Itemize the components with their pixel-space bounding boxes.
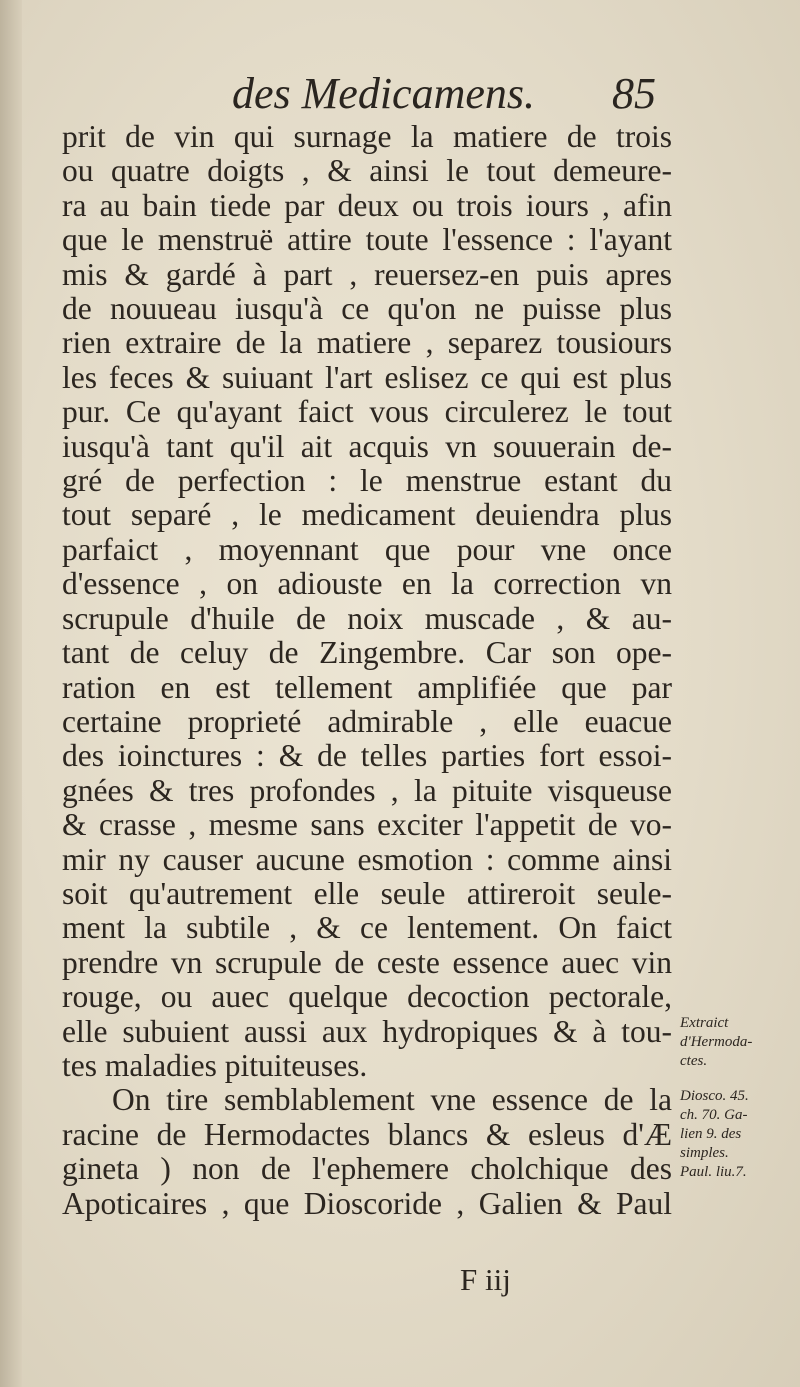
text-line: scrupule d'huile de noix muscade , & au- — [62, 600, 672, 636]
margin-note-line: lien 9. des — [680, 1126, 742, 1142]
running-title: des Medicamens. — [232, 69, 536, 118]
text-line: les feces & suiuant l'art eslisez ce qui est plus — [62, 359, 672, 395]
text-line: des ioinctures : & de telles parties fort essoi- — [62, 738, 672, 774]
text-line: de nouueau iusqu'à ce qu'on ne puisse plus — [62, 291, 672, 327]
margin-note-line: ch. 70. Ga- — [680, 1107, 748, 1123]
text-line: tes maladies pituiteuses. — [62, 1047, 368, 1083]
text-line: prit de vin qui surnage la matiere de trois — [62, 119, 672, 154]
margin-notes — [680, 1014, 790, 1198]
margin-note-references — [680, 1087, 790, 1182]
text-line: tout separé , le medicament deuiendra plus — [62, 497, 672, 533]
text-line: rouge, ou auec quelque decoction pectorale, — [62, 979, 672, 1015]
text-line: que le menstruë attire toute l'essence : l'ayant — [62, 222, 672, 258]
text-line: ou quatre doigts , & ainsi le tout demeure- — [62, 153, 672, 189]
text-line: gré de perfection : le menstrue estant du — [62, 463, 672, 499]
text-line: ration en est tellement amplifiée que par — [62, 669, 672, 705]
page-header — [0, 68, 800, 118]
page-gutter-shadow — [0, 0, 22, 1387]
margin-note-line: Extraict — [680, 1015, 729, 1031]
margin-note-line: simples. — [680, 1145, 729, 1161]
text-line: iusqu'à tant qu'il ait acquis vn souuerain de- — [62, 428, 672, 464]
text-line: parfaict , moyennant que pour vne once — [62, 531, 672, 567]
text-line: gnées & tres profondes , la pituite visqueuse — [62, 772, 672, 808]
text-line: elle subuient aussi aux hydropiques & à tou- — [62, 1013, 672, 1049]
text-line: d'essence , on adiouste en la correction vn — [62, 566, 672, 602]
text-line: ment la subtile , & ce lentement. On faict — [62, 910, 672, 946]
text-line: ra au bain tiede par deux ou trois iours , afin — [62, 187, 672, 223]
text-line: On tire semblablement vne essence de la — [112, 1082, 672, 1118]
page-number: 85 — [612, 69, 656, 118]
body-text — [62, 120, 672, 1221]
margin-note-line: d'Hermoda- — [680, 1034, 753, 1050]
text-line: soit qu'autrement elle seule attireroit seule- — [62, 875, 672, 911]
margin-note-line: Diosco. 45. — [680, 1088, 749, 1104]
margin-note-line: Paul. liu.7. — [680, 1164, 747, 1180]
text-line: pur. Ce qu'ayant faict vous circulerez le tout — [62, 394, 672, 430]
text-line: gineta ) non de l'ephemere cholchique des — [62, 1151, 672, 1187]
text-line: Apoticaires , que Dioscoride , Galien & Paul — [62, 1185, 672, 1221]
text-line: certaine proprieté admirable , elle euacue — [62, 703, 672, 739]
text-line: rien extraire de la matiere , separez tousiours — [62, 325, 672, 361]
text-line: mir ny causer aucune esmotion : comme ainsi — [62, 841, 672, 877]
signature-mark: F iij — [460, 1262, 511, 1297]
text-line: & crasse , mesme sans exciter l'appetit de vo- — [62, 807, 672, 843]
text-line: mis & gardé à part , reuersez-en puis apres — [62, 256, 672, 292]
text-line: racine de Hermodactes blancs & esleus d'Æ — [62, 1116, 672, 1152]
text-line: tant de celuy de Zingembre. Car son ope- — [62, 635, 672, 671]
text-line: prendre vn scrupule de ceste essence auec vin — [62, 944, 672, 980]
margin-note-extraict — [680, 1014, 790, 1071]
margin-note-line: ctes. — [680, 1053, 708, 1069]
